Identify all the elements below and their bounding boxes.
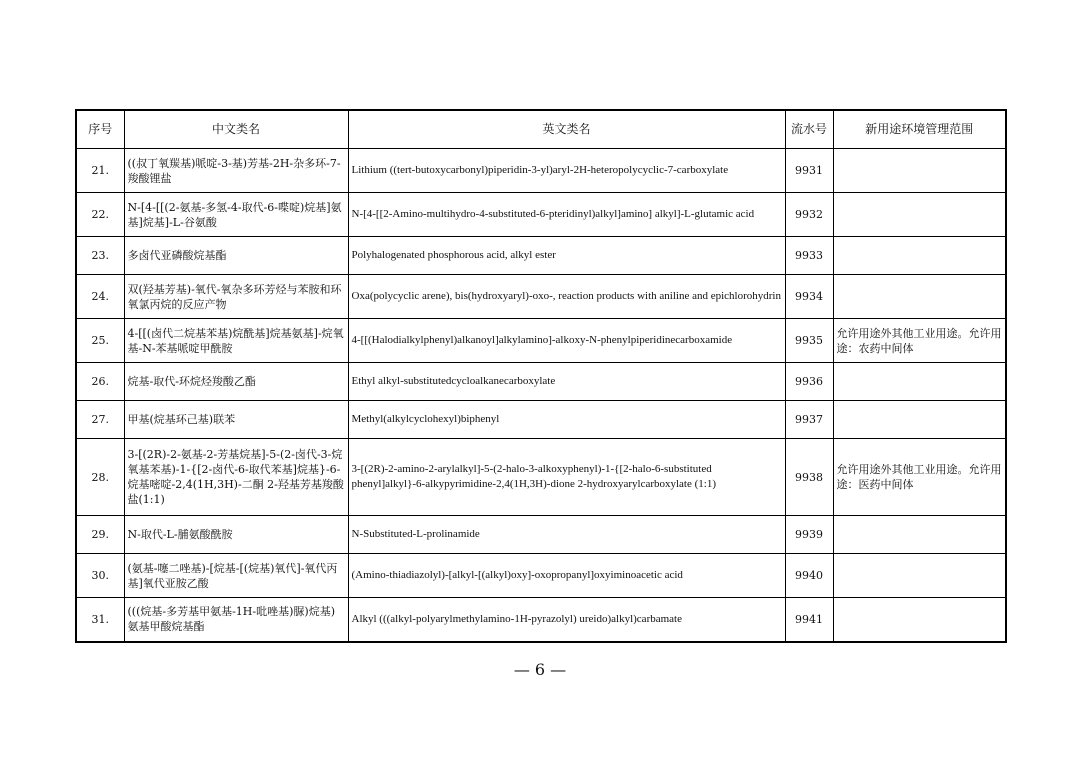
table-header-row (76, 110, 1006, 149)
row-serial: 9937 (785, 401, 833, 439)
table-row (76, 275, 1006, 319)
row-en-name: N-Substituted-L-prolinamide (348, 516, 785, 554)
header-cn-name: 中文类名 (124, 110, 348, 149)
table-row (76, 439, 1006, 516)
row-index: 26. (76, 363, 124, 401)
row-cn-name: N-取代-L-脯氨酸酰胺 (124, 516, 348, 554)
row-en-name: Alkyl (((alkyl-polyarylmethylamino-1H-pyrazolyl) ureido)alkyl)carbamate (348, 598, 785, 642)
row-en-name: N-[4-[[2-Amino-multihydro-4-substituted-6-pteridinyl)alkyl]amino] alkyl]-L-glutamic acid (348, 193, 785, 237)
header-scope: 新用途环境管理范围 (833, 110, 1006, 149)
row-en-name: Ethyl alkyl-substitutedcycloalkanecarboxylate (348, 363, 785, 401)
substance-table (75, 109, 1007, 643)
row-index: 25. (76, 319, 124, 363)
row-cn-name: (((烷基-多芳基甲氨基-1H-吡唑基)脲)烷基)氨基甲酸烷基酯 (124, 598, 348, 642)
header-en-name: 英文类名 (348, 110, 785, 149)
header-serial: 流水号 (785, 110, 833, 149)
row-cn-name: 烷基-取代-环烷烃羧酸乙酯 (124, 363, 348, 401)
table-row (76, 363, 1006, 401)
table-row (76, 149, 1006, 193)
row-en-name: 4-[[(Halodialkylphenyl)alkanoyl]alkylamino]-alkoxy-N-phenylpiperidinecarboxamide (348, 319, 785, 363)
row-cn-name: 甲基(烷基环己基)联苯 (124, 401, 348, 439)
row-cn-name: ((叔丁氧羰基)哌啶-3-基)芳基-2H-杂多环-7-羧酸锂盐 (124, 149, 348, 193)
row-cn-name: (氨基-噻二唑基)-[烷基-[(烷基)氧代]-氧代丙基]氧代亚胺乙酸 (124, 554, 348, 598)
table-row (76, 401, 1006, 439)
row-scope (833, 598, 1006, 642)
row-cn-name: 双(羟基芳基)-氧代-氧杂多环芳烃与苯胺和环氧氯丙烷的反应产物 (124, 275, 348, 319)
row-index: 28. (76, 439, 124, 516)
row-en-name: Methyl(alkylcyclohexyl)biphenyl (348, 401, 785, 439)
header-index: 序号 (76, 110, 124, 149)
row-cn-name: 4-[[(卤代二烷基苯基)烷酰基]烷基氨基]-烷氧基-N-苯基哌啶甲酰胺 (124, 319, 348, 363)
row-scope (833, 275, 1006, 319)
row-scope (833, 401, 1006, 439)
row-scope (833, 554, 1006, 598)
row-cn-name: N-[4-[[(2-氨基-多氢-4-取代-6-喋啶)烷基]氨基]烷基]-L-谷氨酸 (124, 193, 348, 237)
row-index: 21. (76, 149, 124, 193)
row-index: 30. (76, 554, 124, 598)
row-serial: 9934 (785, 275, 833, 319)
row-scope (833, 516, 1006, 554)
row-index: 23. (76, 237, 124, 275)
row-en-name: 3-[(2R)-2-amino-2-arylalkyl]-5-(2-halo-3-alkoxyphenyl)-1-{[2-halo-6-substituted phenyl]alkyl}-6-alkypyrimidine-2,4(1H,3H)-dione 2-hydroxyarylcarboxylate (1:1) (348, 439, 785, 516)
row-serial: 9931 (785, 149, 833, 193)
row-scope (833, 237, 1006, 275)
table-row (76, 554, 1006, 598)
row-scope (833, 193, 1006, 237)
row-index: 31. (76, 598, 124, 642)
row-serial: 9938 (785, 439, 833, 516)
row-index: 22. (76, 193, 124, 237)
row-scope (833, 149, 1006, 193)
table-row (76, 516, 1006, 554)
row-en-name: Polyhalogenated phosphorous acid, alkyl ester (348, 237, 785, 275)
table-row (76, 319, 1006, 363)
row-en-name: Lithium ((tert-butoxycarbonyl)piperidin-3-yl)aryl-2H-heteropolycyclic-7-carboxylate (348, 149, 785, 193)
row-serial: 9940 (785, 554, 833, 598)
row-index: 24. (76, 275, 124, 319)
row-serial: 9936 (785, 363, 833, 401)
table-row (76, 193, 1006, 237)
table-row (76, 598, 1006, 642)
row-en-name: Oxa(polycyclic arene), bis(hydroxyaryl)-oxo-, reaction products with aniline and epichlorohydrin (348, 275, 785, 319)
page-number: — 6 — (513, 660, 567, 679)
row-scope: 允许用途外其他工业用途。允许用途：农药中间体 (833, 319, 1006, 363)
row-serial: 9939 (785, 516, 833, 554)
row-serial: 9933 (785, 237, 833, 275)
table-row (76, 237, 1006, 275)
row-serial: 9941 (785, 598, 833, 642)
row-cn-name: 3-[(2R)-2-氨基-2-芳基烷基]-5-(2-卤代-3-烷氧基苯基)-1-{[2-卤代-6-取代苯基]烷基}-6-烷基嘧啶-2,4(1H,3H)-二酮 2-羟基芳基羧酸盐(1:1) (124, 439, 348, 516)
row-serial: 9932 (785, 193, 833, 237)
row-scope (833, 363, 1006, 401)
row-scope: 允许用途外其他工业用途。允许用途：医药中间体 (833, 439, 1006, 516)
row-en-name: (Amino-thiadiazolyl)-[alkyl-[(alkyl)oxy]-oxopropanyl]oxyiminoacetic acid (348, 554, 785, 598)
row-cn-name: 多卤代亚磷酸烷基酯 (124, 237, 348, 275)
row-index: 27. (76, 401, 124, 439)
row-index: 29. (76, 516, 124, 554)
row-serial: 9935 (785, 319, 833, 363)
